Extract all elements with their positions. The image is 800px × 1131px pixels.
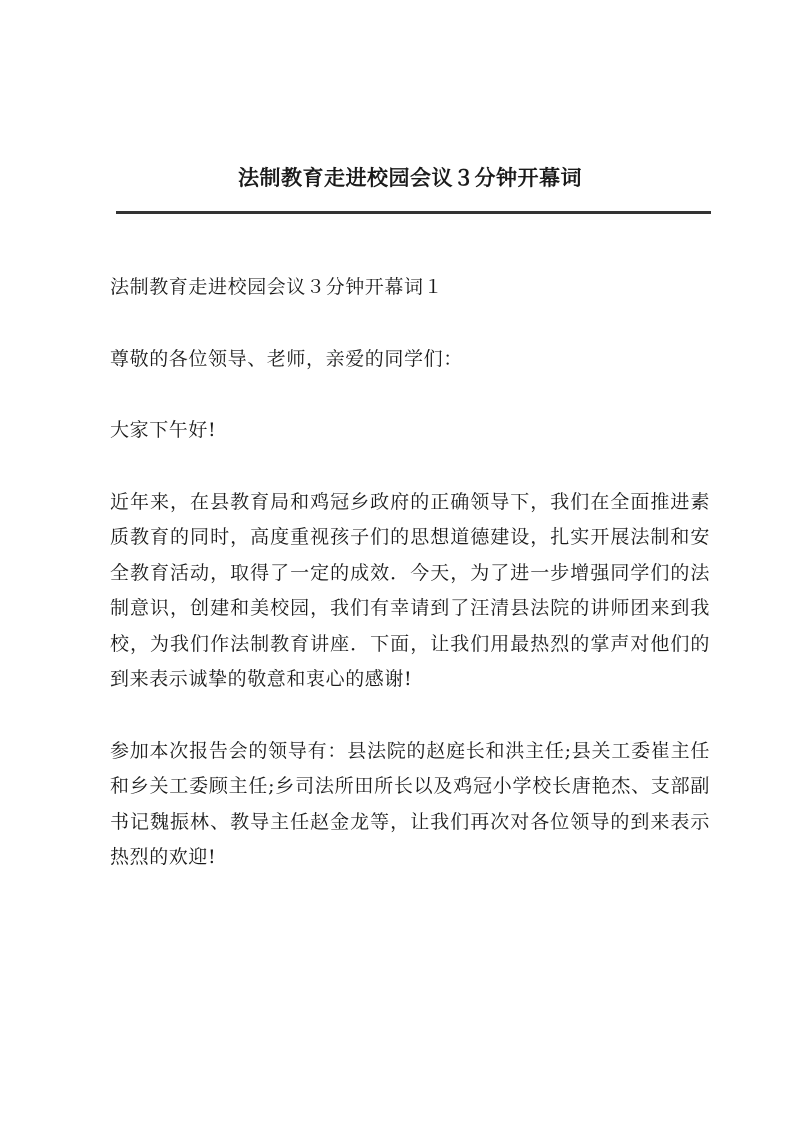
salutation: 尊敬的各位领导、老师，亲爱的同学们：: [110, 347, 463, 370]
body-paragraph: 参加本次报告会的领导有：县法院的赵庭长和洪主任;县关工委崔主任和乡关工委顾主任;乡司法所田所长以及鸡冠小学校长唐艳杰、支部副书记魏振林、教导主任赵金龙等，让我们再次对各位领导的到来表示热烈的欢迎!: [110, 739, 710, 868]
document-body: [110, 270, 710, 912]
section-heading: 法制教育走进校园会议３分钟开幕词１: [110, 276, 444, 298]
title-underline: [116, 211, 711, 214]
greeting: 大家下午好!: [110, 419, 217, 441]
body-paragraph: 近年来，在县教育局和鸡冠乡政府的正确领导下，我们在全面推进素质教育的同时，高度重视孩子们的思想道德建设，扎实开展法制和安全教育活动，取得了一定的成效．今天，为了进一步增强同学们的法制意识，创建和美校园，我们有幸请到了汪清县法院的讲师团来到我校，为我们作法制教育讲座．下面，让我们用最热烈的掌声对他们的到来表示诚挚的敬意和衷心的感谢!: [110, 490, 710, 690]
document-title: 法制教育走进校园会议３分钟开幕词: [238, 165, 582, 190]
